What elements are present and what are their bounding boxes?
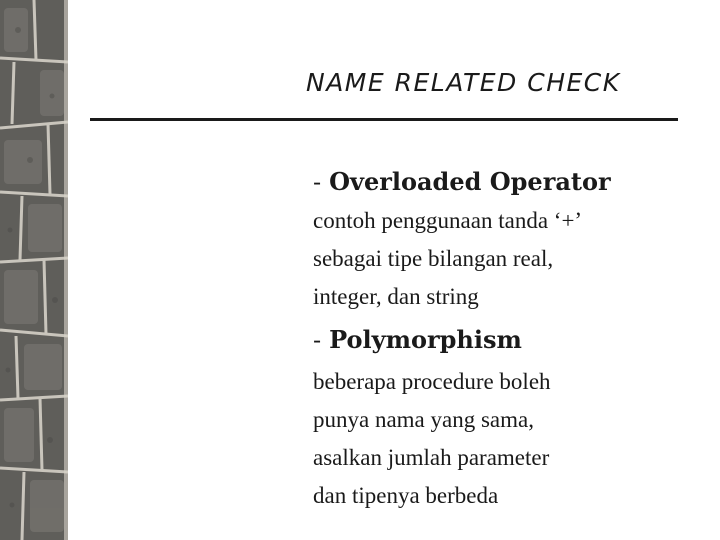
section-body-overloaded-operator — [313, 202, 693, 316]
heading-text: Overloaded Operator — [329, 167, 611, 196]
bullet-dash: - — [313, 168, 322, 196]
section-heading-overloaded-operator — [313, 167, 611, 196]
body-line: asalkan jumlah parameter — [313, 445, 550, 470]
heading-text: Polymorphism — [329, 325, 522, 354]
section-body-polymorphism — [313, 363, 693, 515]
body-line: integer, dan string — [313, 284, 479, 309]
title-divider — [90, 118, 678, 121]
stone-wall-decoration — [0, 0, 68, 540]
body-line: sebagai tipe bilangan real, — [313, 246, 554, 271]
body-line: dan tipenya berbeda — [313, 483, 499, 508]
body-line: beberapa procedure boleh — [313, 369, 551, 394]
bullet-dash: - — [313, 326, 322, 354]
body-line: punya nama yang sama, — [313, 407, 534, 432]
body-line: contoh penggunaan tanda ‘+’ — [313, 208, 583, 233]
section-heading-polymorphism — [313, 325, 522, 354]
slide-title: NAME RELATED CHECK — [306, 68, 621, 97]
